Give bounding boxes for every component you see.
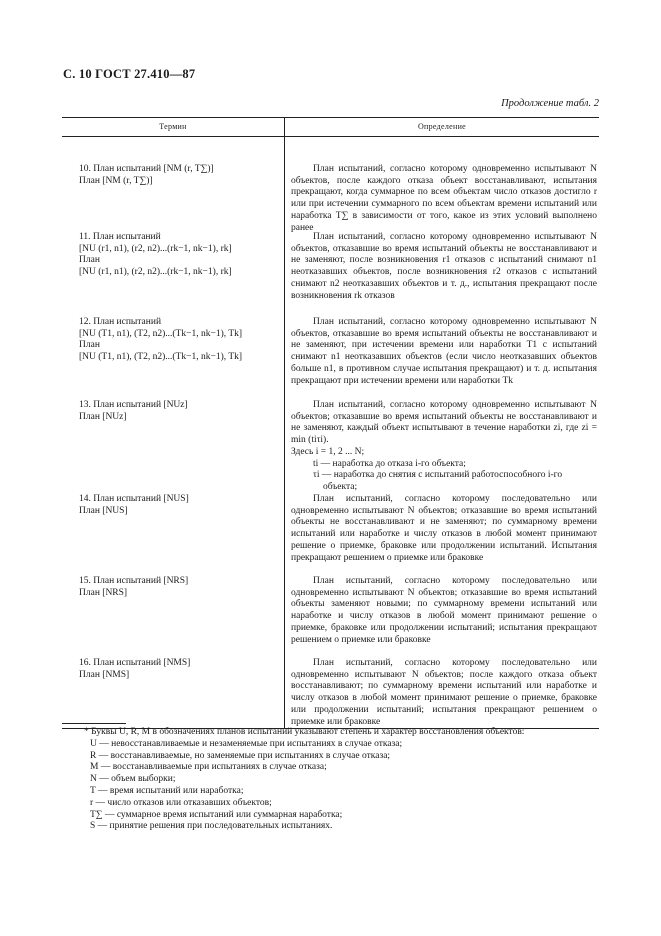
term-line: 14. План испытаний [NUS]: [79, 494, 189, 504]
table-row-term: [79, 137, 284, 232]
table-row-definition: [291, 232, 597, 317]
table-row-term: [79, 494, 284, 576]
term-line: 15. План испытаний [NRS]: [79, 576, 189, 586]
definition-text: План испытаний, согласно которому одновременно испытывают N объектов, отказавшие во время испытаний объекты не восстанавливают и не заменяют, после возникновения r1 отказов с испытаний снимают n1 неотказавших объектов, после возникновения r2 отказов с испытаний снимают n2 неотказавших объектов и т. д., испытания прекращают после возникновения rk отказов: [291, 232, 597, 301]
definition-text: План испытаний, согласно которому одновременно испытывают N объектов; отказавшие во время испытаний объекты не восстанавливают и не заменяют, каждый объект испытывают в течение наработки zi, где zi = min (tiτi).: [291, 400, 597, 446]
table-row-term: [79, 317, 284, 400]
term-line: 13. План испытаний [NUz]: [79, 400, 188, 410]
term-column: [62, 137, 284, 728]
term-line: [NU (T1, n1), (T2, n2)...(Tk−1, nk−1), Tk]: [79, 328, 243, 339]
term-line: План [NRS]: [79, 587, 128, 598]
table-header: [62, 118, 599, 137]
definition-text: План испытаний, согласно которому последовательно или одновременно испытывают N объектов; отказавшие во время испытаний объекты заменяют новыми; по суммарному времени испытаний или наработке и числу отказов в любой момент принимают решение о приемке, браковке или продолжении испытаний; испытания прекращают решением о приемке или браковке: [291, 576, 597, 645]
definition-text: План испытаний, согласно которому последовательно или одновременно испытывают N объектов; после каждого отказа объект восстанавливают; по суммарному времени испытаний или наработке и числу отказов в любой момент принимают решение о приемке, браковке или продолжении испытаний; испытания прекращают решением о приемке или браковке: [291, 658, 597, 727]
term-line: План [NUS]: [79, 505, 128, 516]
definition-text: План испытаний, согласно которому последовательно или одновременно испытывают N объектов; отказавшие во время испытаний объекты не восстанавливают и не заменяют; по суммарному времени испытаний или наработке и числу отказов в любой момент принимают решение о приемке, браковке или продолжении испытаний. Испытания прекращают решением о приемке или браковке: [291, 494, 597, 563]
definition-note: ti — наработка до отказа i-го объекта;: [313, 458, 466, 469]
footnote-item: M — восстанавливаемые при испытаниях в случае отказа;: [90, 762, 327, 773]
definition-column: [284, 137, 599, 728]
footnote-item: T∑ — суммарное время испытаний или суммарная наработка;: [90, 809, 343, 820]
table-body: [62, 137, 599, 728]
term-line: 11. План испытаний: [79, 232, 161, 242]
table-row-definition: [291, 400, 597, 494]
table-row-term: [79, 232, 284, 317]
column-divider: [284, 137, 285, 728]
definition-note: τi — наработка до снятия с испытаний работоспособного i-го объекта;: [313, 470, 563, 492]
definition-text: План испытаний, согласно которому одновременно испытывают N объектов, отказавшие во время испытаний объекты не восстанавливают и не заменяют, при истечении времени или наработки T1 с испытаний снимают n1 неотказавших объектов (если число неотказавших объектов больше n1, в противном случае испытания прекращают) и т. д. испытания прекращают при истечении времени или наработки Tk: [291, 317, 597, 386]
footnote-item: S — принятие решения при последовательных испытаниях.: [90, 821, 333, 832]
term-line: План [NM (r, T∑)]: [79, 175, 153, 186]
table-row-term: [79, 658, 284, 728]
footnote-item: r — число отказов или отказавших объектов;: [90, 797, 272, 808]
term-line: [NU (r1, n1), (r2, n2)...(rk−1, nk−1), rk]: [79, 267, 232, 278]
column-header-term: Термин: [62, 118, 285, 136]
footnote-separator: [62, 723, 126, 724]
footnote-item: T — время испытаний или наработка;: [90, 785, 244, 796]
definition-text: План испытаний, согласно которому одновременно испытывают N объектов, после каждого отказа объект восстанавливают, испытания прекращают, когда суммарное по всем объектам число отказов достигло r или при истечении суммарного по всем объектам времени испытаний или наработка T∑ в зависимости от того, какое из этих условий выполнено ранее: [291, 164, 597, 233]
definition-note: Здесь i = 1, 2 ... N;: [291, 446, 365, 457]
table-row-definition: [291, 317, 597, 400]
footnote-item: U — невосстанавливаемые и незаменяемые при испытаниях в случае отказа;: [90, 738, 403, 749]
term-line: [NU (T1, n1), (T2, n2)...(Tk−1, nk−1), Tk]: [79, 352, 243, 363]
footnote-intro: * Буквы U, R, M в обозначениях планов испытаний указывают степень и характер восстановления объектов:: [84, 727, 525, 737]
term-line: План [NMS]: [79, 669, 130, 680]
table-row-term: [79, 400, 284, 494]
table-row-definition: [291, 137, 597, 232]
term-line: 10. План испытаний [NM (r, T∑)]: [79, 164, 214, 174]
table-row-definition: [291, 494, 597, 576]
term-line: План: [79, 255, 100, 266]
term-line: 12. План испытаний: [79, 317, 162, 327]
footnote-item: R — восстанавливаемые, но заменяемые при испытаниях в случае отказа;: [90, 750, 391, 761]
table-row-definition: [291, 658, 597, 728]
term-line: План [NUz]: [79, 411, 127, 422]
term-line: План: [79, 340, 100, 351]
table-row-definition: [291, 576, 597, 658]
page-header: С. 10 ГОСТ 27.410—87: [63, 67, 196, 81]
table-continuation-label: Продолжение табл. 2: [501, 98, 599, 109]
term-line: 16. План испытаний [NMS]: [79, 658, 191, 668]
term-line: [NU (r1, n1), (r2, n2)...(rk−1, nk−1), rk]: [79, 243, 232, 254]
footnote-item: N — объем выборки;: [90, 774, 176, 785]
terms-table: [62, 117, 599, 729]
table-row-term: [79, 576, 284, 658]
footnotes: [62, 727, 599, 833]
column-header-definition: Определение: [417, 122, 467, 131]
